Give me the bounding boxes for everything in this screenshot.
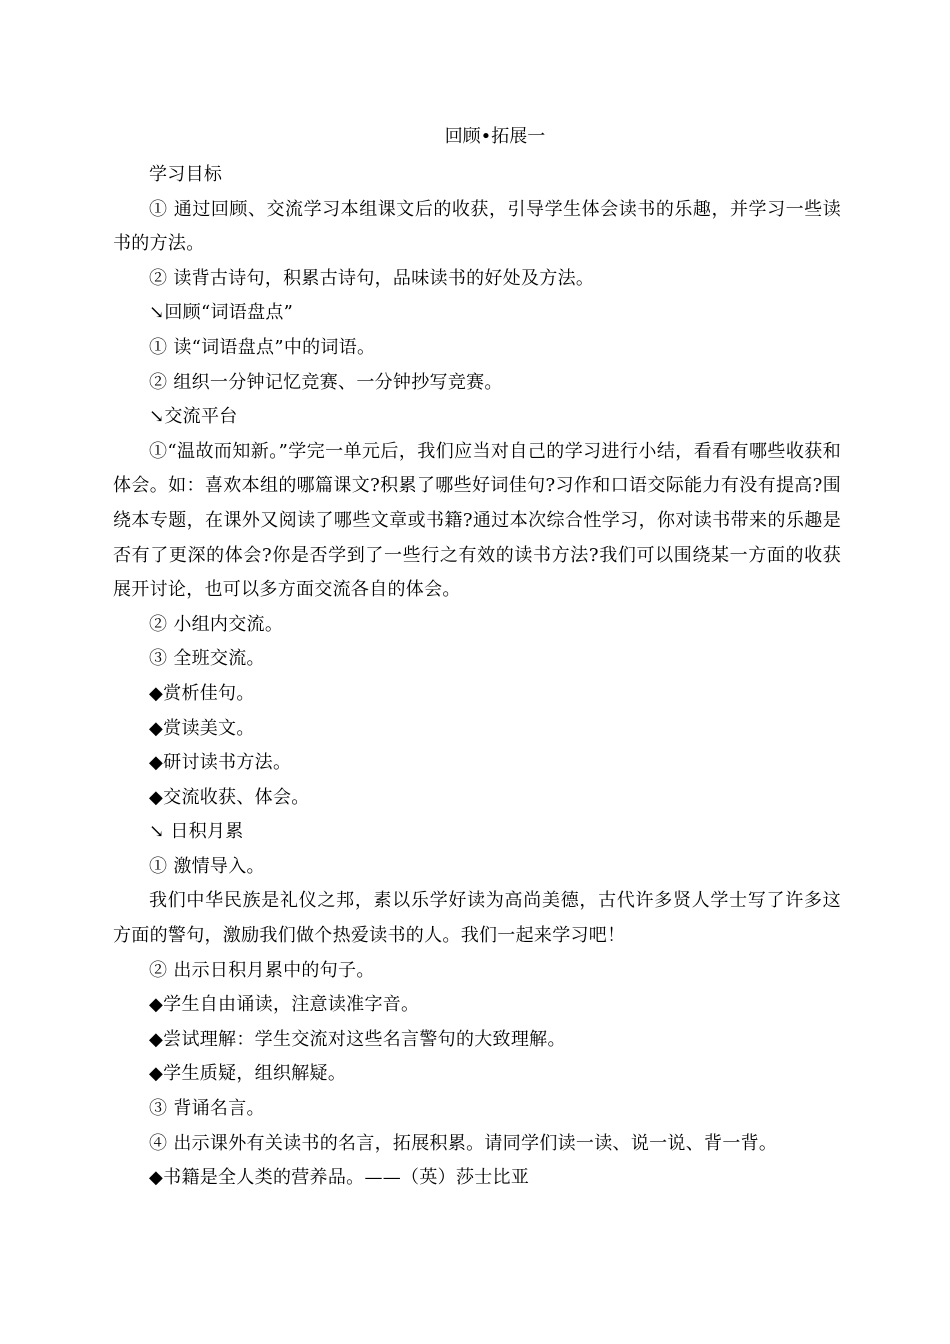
list-item: ② 组织一分钟记忆竞赛、一分钟抄写竞赛。 [149, 371, 503, 393]
list-item: ③ 全班交流。 [149, 648, 265, 670]
bullet-item: ◆赏析佳句。 [149, 682, 255, 704]
list-item: ① 读“词语盘点”中的词语。 [149, 336, 376, 358]
list-item: ④ 出示课外有关读书的名言，拓展积累。请同学们读一读、说一说、背一背。 [149, 1132, 778, 1154]
bullet-item: ◆学生质疑，组织解疑。 [149, 1063, 347, 1085]
bullet-item: ◆学生自由诵读，注意读准字音。 [149, 994, 420, 1016]
objective-item: ② 读背古诗句，积累古诗句，品味读书的好处及方法。 [149, 267, 595, 289]
page-title: 回顾•拓展一 [444, 126, 546, 147]
objective-item: ① 通过回顾、交流学习本组课文后的收获，引导学生体会读书的乐趣，并学习一些读书的方法。 [113, 198, 841, 255]
list-item: ① 激情导入。 [149, 855, 265, 877]
bullet-item: ◆交流收获、体会。 [149, 786, 310, 808]
list-item: ② 出示日积月累中的句子。 [149, 959, 375, 981]
document-body [113, 158, 841, 1196]
section-heading-exchange: ↘交流平台 [149, 406, 238, 428]
section-heading-objectives: 学习目标 [149, 164, 223, 185]
list-item: ③ 背诵名言。 [149, 1098, 265, 1120]
intro-paragraph: 我们中华民族是礼仪之邦，素以乐学好读为高尚美德，古代许多贤人学士写了许多这方面的警句，激励我们做个热爱读书的人。我们一起来学习吧！ [113, 890, 841, 947]
bullet-item: ◆尝试理解：学生交流对这些名言警句的大致理解。 [149, 1028, 566, 1050]
section-heading-accumulation: ↘ 日积月累 [149, 821, 244, 843]
quote-item: ◆书籍是全人类的营养品。——（英）莎士比亚 [149, 1167, 530, 1189]
section-heading-review: ↘回顾“词语盘点” [149, 302, 294, 324]
list-item: ② 小组内交流。 [149, 613, 284, 635]
exchange-paragraph: ①“温故而知新。”学完一单元后，我们应当对自己的学习进行小结，看看有哪些收获和体会。如：喜欢本组的哪篇课文?积累了哪些好词佳句?习作和口语交际能力有没有提高?围绕本专题，在课外又阅读了哪些文章或书籍?通过本次综合性学习，你对读书带来的乐趣是否有了更深的体会?你是否学到了一些行之有效的读书方法?我们可以围绕某一方面的收获展开讨论，也可以多方面交流各自的体会。 [113, 440, 841, 601]
bullet-item: ◆赏读美文。 [149, 717, 255, 739]
bullet-item: ◆研讨读书方法。 [149, 752, 292, 774]
